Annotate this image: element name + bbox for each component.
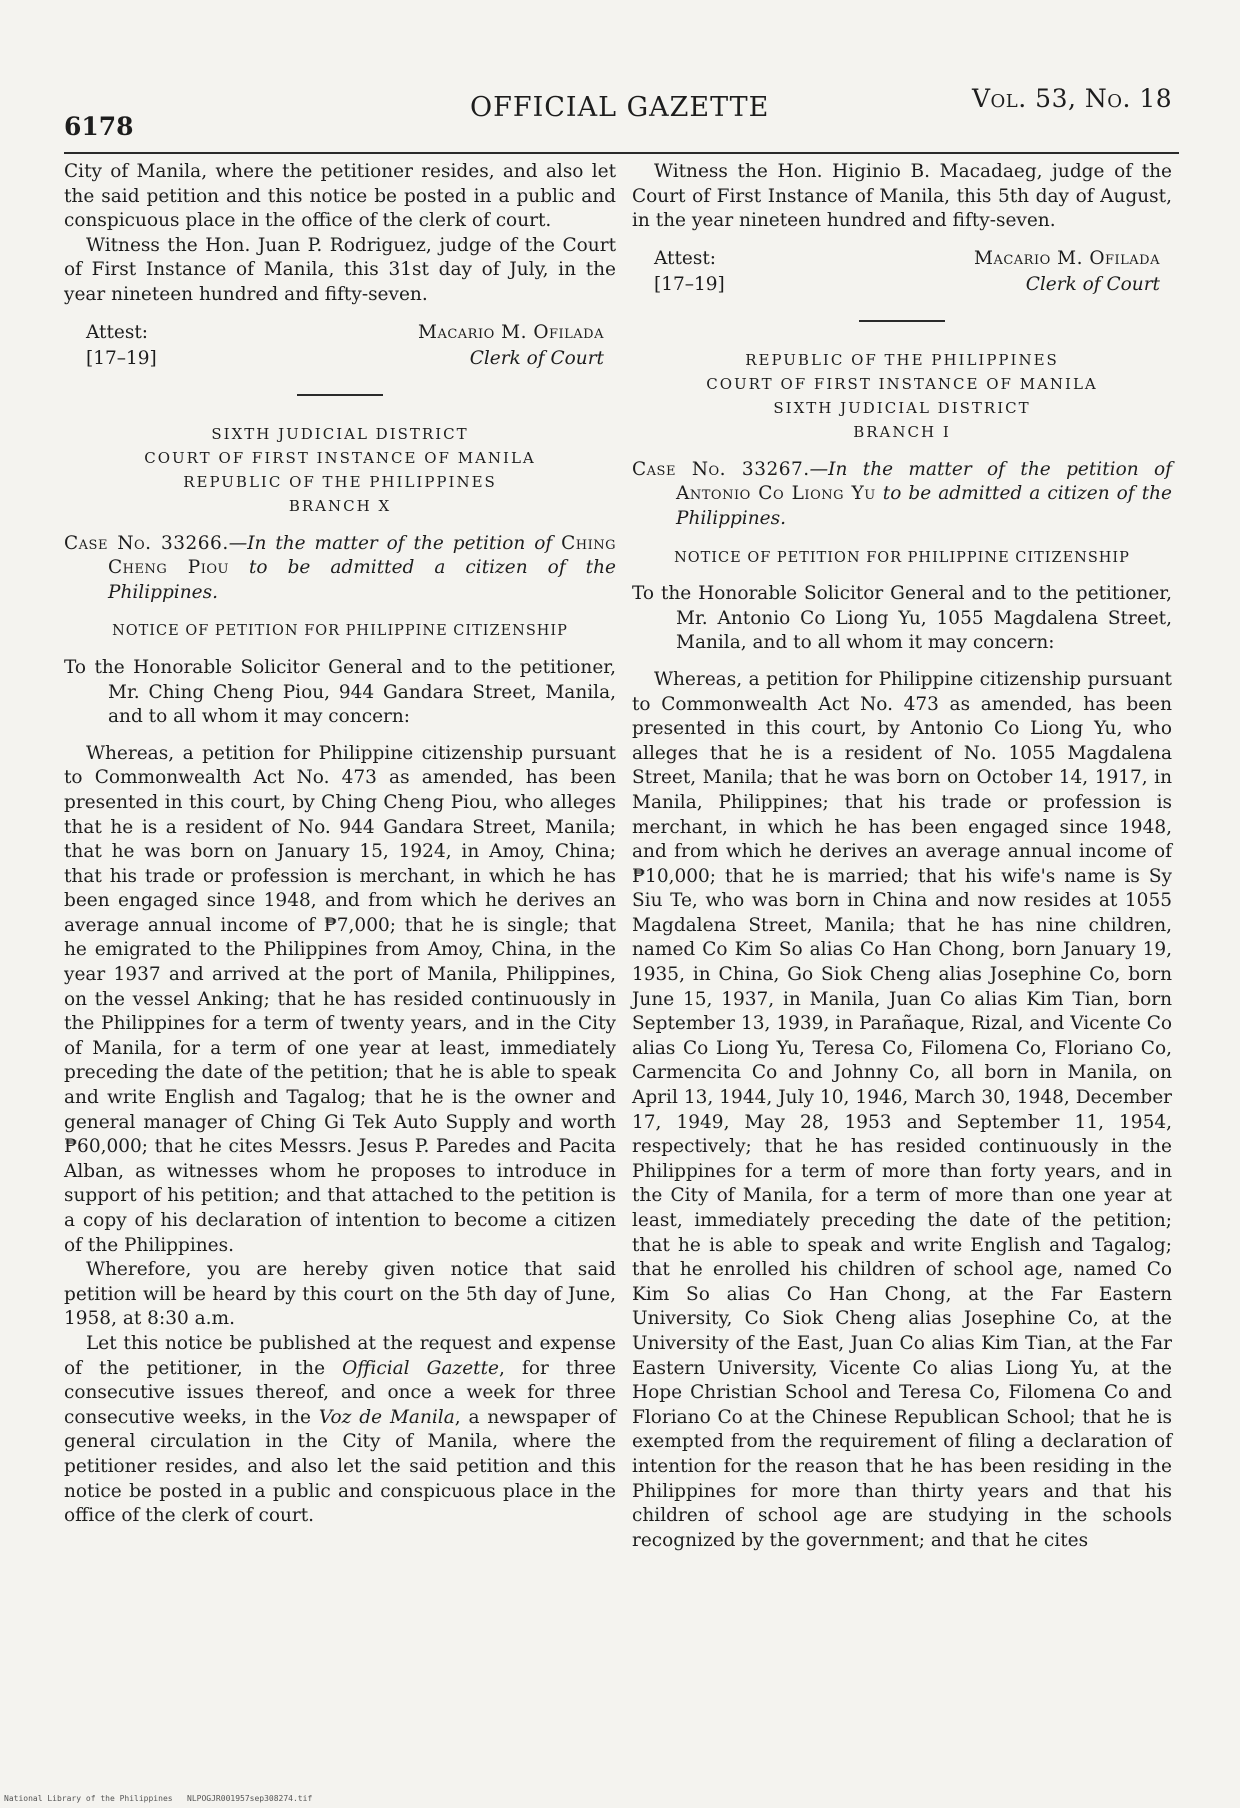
address-paragraph: To the Honorable Solicitor General and to the petitioner, Mr. Ching Cheng Piou, 944 Gandara Street, Manila, and to all whom it may concern: [64,656,616,728]
court-heading [64,422,616,518]
left-column [64,160,616,1529]
attest-label: Attest: [654,247,717,269]
page-number: 6178 [64,112,134,141]
attest-ref: [17–19] [654,273,725,295]
heading-line: REPUBLIC OF THE PHILIPPINES [183,472,497,491]
clerk-name: Macario M. Ofilada [974,247,1160,269]
scan-file: NLPOGJR001957sep308274.tif [187,1794,313,1803]
section-divider [859,320,945,322]
petitioner-name: Antonio Co Liong Yu [676,483,876,505]
notice-title: NOTICE OF PETITION FOR PHILIPPINE CITIZENSHIP [674,549,1130,566]
heading-line: SIXTH JUDICIAL DISTRICT [211,424,469,443]
publish-paragraph [64,1332,616,1529]
notice-title: NOTICE OF PETITION FOR PHILIPPINE CITIZENSHIP [112,623,568,640]
publication-name: Official Gazette [342,1357,499,1379]
clerk-title: Clerk of Court [1025,273,1160,295]
header-rule [64,152,1179,154]
case-tail: to be admitted a citizen of the Philippines. [108,557,616,603]
publish-text: Let this notice be published at the request and expense of the petitioner, in the [64,1332,616,1379]
heading-line: REPUBLIC OF THE PHILIPPINES [745,350,1059,369]
case-number: Case No. 33267. [632,458,810,480]
scan-source: National Library of the Philippines [4,1794,173,1803]
newspaper-name: Voz de Manila [318,1406,455,1428]
case-caption [632,458,1172,532]
wherefore-paragraph: Wherefore, you are hereby given notice that said petition will be heard by this court on the 5th day of June, 1958, at 8:30 a.m. [64,1259,616,1330]
publish-text: , for three consecutive issues thereof, and once a week for three consecutive weeks, in the [64,1357,616,1428]
whereas-paragraph: Whereas, a petition for Philippine citizenship pursuant to Commonwealth Act No. 473 as amended, has been presented in this court, by Antonio Co Liong Yu, who alleges that he is a resident of No. 1055 Magdalena Street, Manila; that he was born on October 14, 1917, in Manila, Philippines; that his trade or profession is merchant, in which he has been engaged since 1948, and from which he derives an average annual income of ₱10,000; that he is married; that his wife's name is Sy Siu Te, who was born in China and now resides at 1055 Magdalena Street, Manila; that he has nine children, named Co Kim So alias Co Han Chong, born January 19, 1935, in China, Go Siok Cheng alias Josephine Co, born June 15, 1937, in Manila, Juan Co alias Kim Tian, born September 13, 1939, in Parañaque, Rizal, and Vicente Co alias Co Liong Yu, Teresa Co, Filomena Co, Floriano Co, Carmencita Co and Johnny Co, all born in Manila, on April 13, 1944, July 10, 1946, March 30, 1948, December 17, 1949, May 28, 1953 and September 11, 1954, respectively; that he has resided continuously in the Philippines for a term of more than forty years, and in the City of Manila, for a term of more than one year at least, immediately preceding the date of the petition; that he is able to speak and write English and Tagalog; that he enrolled his children of school age, named Co Kim So alias Co Han Chong, at the Far Eastern University, Co Siok Cheng alias Josephine Co, at the University of the East, Juan Co alias Kim Tian, at the Far Eastern University, Vicente Co alias Liong Yu, at the Hope Christian School and Teresa Co, Filomena Co and Floriano Co at the Chinese Republican School; that he is exempted from the requirement of filing a declaration of intention for the reason that he has been residing in the Philippines for more than thirty years and that his children of school age are studying in the schools recognized by the government; and that he cites [632,668,1172,1551]
heading-line: BRANCH X [288,496,392,515]
witness-paragraph: Witness the Hon. Higinio B. Macadaeg, judge of the Court of First Instance of Manila, this 5th day of August, in the year nineteen hundred and fifty-seven. [632,161,1172,232]
petitioner-name: Ching Cheng Piou [108,532,616,579]
volume-number: Vol. 53, No. 18 [972,84,1173,113]
case-tail: to be admitted a citizen of the Philippines. [676,483,1172,529]
court-heading [632,348,1172,444]
heading-line: COURT OF FIRST INSTANCE OF MANILA [706,374,1098,393]
attest-block [64,320,616,372]
whereas-paragraph: Whereas, a petition for Philippine citizenship pursuant to Commonwealth Act No. 473 as amended, has been presented in this court, by Ching Cheng Piou, who alleges that he is a resident of No. 944 Gandara Street, Manila; that he was born on January 15, 1924, in Amoy, China; that his trade or profession is merchant, in which he has been engaged since 1948, and from which he derives an average annual income of ₱7,000; that he is single; that he emigrated to the Philippines from Amoy, China, in the year 1937 and arrived at the port of Manila, Philippines, on the vessel Anking; that he has resided continuously in the Philippines for a term of twenty years, and in the City of Manila, for a term of one year at least, immediately preceding the date of the petition; that he is able to speak and write English and Tagalog; that he is the owner and general manager of Ching Gi Tek Auto Supply and worth ₱60,000; that he cites Messrs. Jesus P. Paredes and Pacita Alban, as witnesses whom he proposes to introduce in support of his petition; and that attached to the petition is a copy of his declaration of intention to become a citizen of the Philippines. [64,742,616,1256]
attest-block [632,246,1172,298]
heading-line: COURT OF FIRST INSTANCE OF MANILA [144,448,536,467]
publish-text: , a newspaper of general circulation in the City of Manila, where the petitioner resides, and also let the said petition and this notice be posted in a public and conspicuous place in the office of the clerk of court. [64,1406,616,1527]
heading-line: BRANCH I [853,422,951,441]
heading-line: SIXTH JUDICIAL DISTRICT [773,398,1031,417]
case-matter: —In the matter of the petition of [228,532,553,554]
address-paragraph: To the Honorable Solicitor General and to the petitioner, Mr. Antonio Co Liong Yu, 1055 Magdalena Street, Manila, and to all whom it may concern: [632,583,1172,654]
scan-footer [4,1794,312,1803]
section-divider [297,394,383,396]
case-number: Case No. 33266. [64,532,229,554]
right-column [632,160,1172,1553]
clerk-title: Clerk of Court [469,347,604,369]
attest-ref: [17–19] [86,347,157,369]
witness-paragraph: Witness the Hon. Juan P. Rodriguez, judge of the Court of First Instance of Manila, this 31st day of July, in the year nineteen hundred and fifty-seven. [64,234,616,305]
gazette-title: OFFICIAL GAZETTE [470,92,770,123]
case-caption [64,532,616,606]
case-matter: —In the matter of the petition of [809,458,1172,480]
carryover-paragraph: City of Manila, where the petitioner resides, and also let the said petition and this notice be posted in a public and conspicuous place in the office of the clerk of court. [64,161,616,232]
clerk-name: Macario M. Ofilada [418,321,604,343]
attest-label: Attest: [86,321,149,343]
